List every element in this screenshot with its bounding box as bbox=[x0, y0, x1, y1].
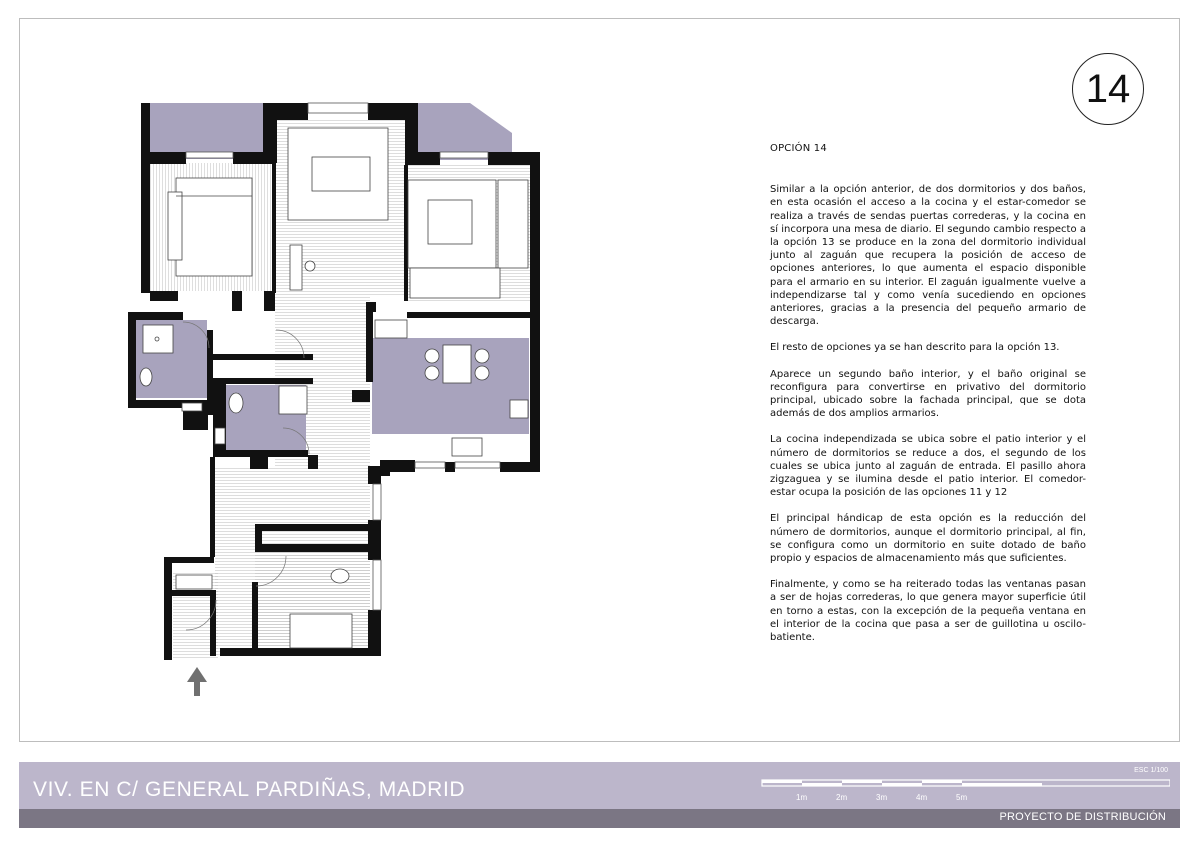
scale-tick: 3m bbox=[876, 793, 888, 802]
description-paragraph: Aparece un segundo baño interior, y el baño original se reconfigura para convertirse en privativo del dormitorio principal, ubicado sobre la fachada principal, que se dota además de dos amplios armarios. bbox=[770, 368, 1086, 420]
description-paragraph: Finalmente, y como se ha reiterado todas las ventanas pasan a ser de hojas correderas, lo que genera mayor superficie útil en torno a estas, con la excepción de la pequeña ventana en el interior de la cocina que pasa a ser de guillotina u oscilo-batiente. bbox=[770, 579, 1086, 644]
description-paragraph: El principal hándicap de esta opción es la reducción del número de dormitorios, aunque el dormitorio principal, al fin, se configura como un dormitorio en suite dotado de baño propio y espacios de almacenamiento más que suficientes. bbox=[770, 513, 1086, 565]
scale-tick: 2m bbox=[836, 793, 848, 802]
description-paragraph: El resto de opciones ya se han descrito para la opción 13. bbox=[770, 342, 1060, 354]
description-text bbox=[770, 142, 1086, 657]
scale-tick: 5m bbox=[956, 793, 968, 802]
project-title: VIV. EN C/ GENERAL PARDIÑAS, MADRID bbox=[33, 778, 466, 801]
scale-tick: 1m bbox=[796, 793, 808, 802]
scale-label: ESC 1/100 bbox=[1134, 767, 1168, 774]
project-subtitle: PROYECTO DE DISTRIBUCIÓN bbox=[999, 811, 1166, 823]
description-paragraph: Similar a la opción anterior, de dos dormitorios y dos baños, en esta ocasión el acceso a la cocina y el estar-comedor se realiza a través de sendas puertas correderas, y la cocina en sí incorpora una mesa de diario. El segundo cambio respecto a la opción 13 se produce en la zona del dormitorio individual junto al zaguán que recupera la posición de acceso de opciones anteriores, lo que aumenta el espacio disponible para el armario en su interior. El zaguán igualmente vuelve a independizarse tal y como venía sucediendo en opciones anteriores, gracias a la presencia del pequeño armario de descarga. bbox=[770, 184, 1086, 328]
description-heading: OPCIÓN 14 bbox=[770, 143, 827, 154]
scale-tick: 4m bbox=[916, 793, 928, 802]
scale-bar bbox=[760, 778, 1170, 806]
description-paragraph: La cocina independizada se ubica sobre el patio interior y el número de dormitorios se reduce a dos, el segundo de los cuales se ubica junto al zaguán de entrada. El pasillo ahora zigzaguea y se ilumina desde el patio interior. El comedor-estar ocupa la posición de las opciones 11 y 12 bbox=[770, 434, 1086, 499]
option-number-badge bbox=[1072, 53, 1144, 125]
option-number: 14 bbox=[1085, 66, 1131, 111]
entrance-arrow-icon bbox=[187, 667, 207, 696]
